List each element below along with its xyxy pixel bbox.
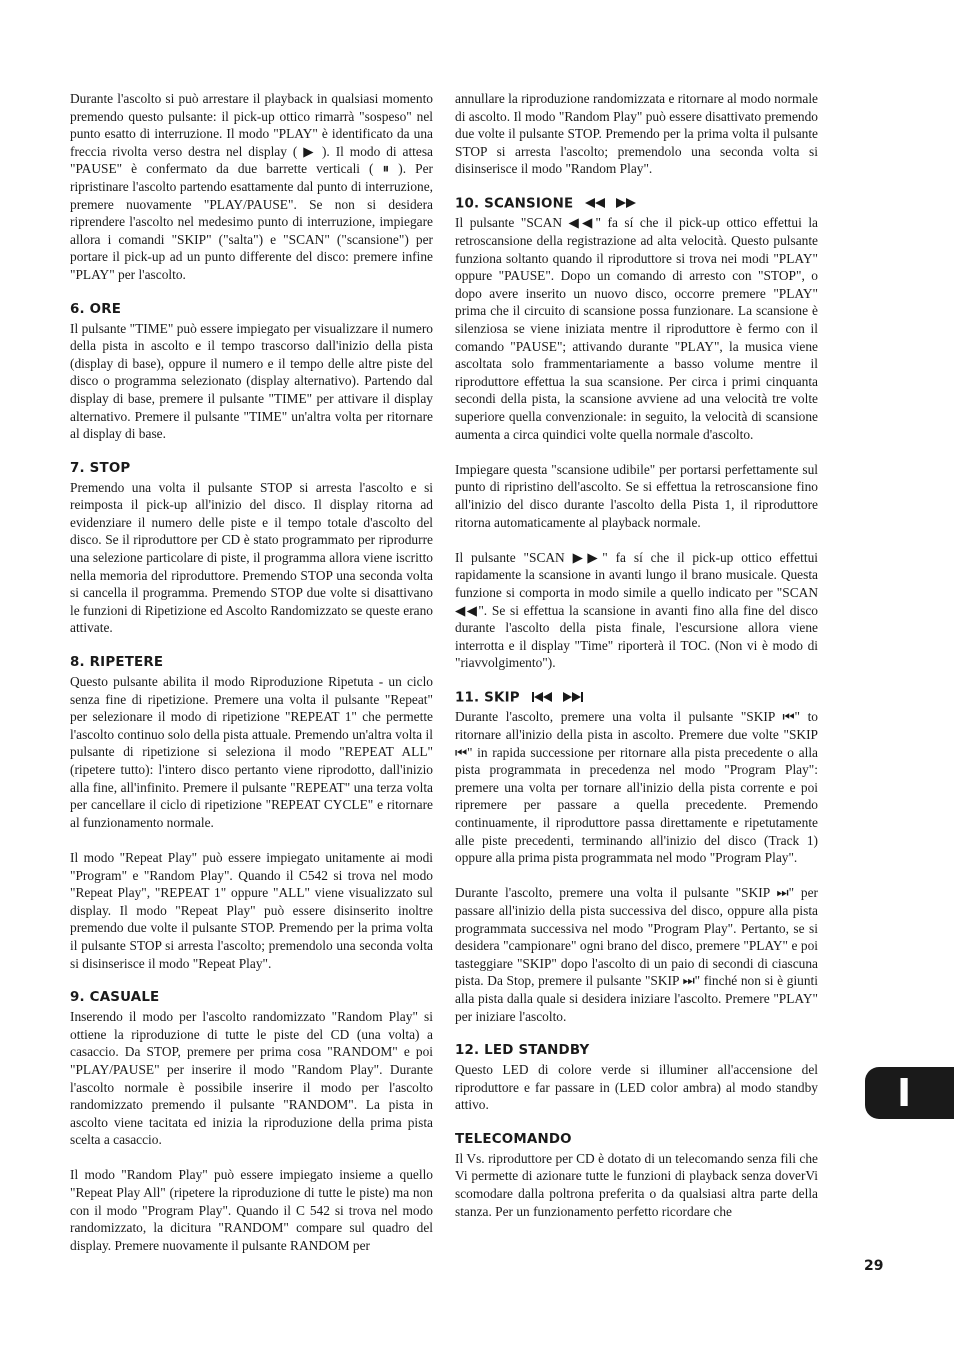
section-paragraph: Premendo una volta il pulsante STOP si arresta l'ascolto e si reimposta il pick-up all'inizio del disco. Il display ritorna ad evidenziare il numero delle piste e il tempo totale d'ascolto del disco. Se il riproduttore per CD è stato programmato per riprodurre una selezione particolare di piste, il programma allora viene iscritto nella memoria del riproduttore. Premendo STOP una seconda volta si cancella il programma. Premendo STOP due volte si disattivano le funzioni di Ripetizione ed Ascolto Randomizzato se queste erano attivate.: [70, 479, 433, 636]
page-number: 29: [864, 1258, 884, 1274]
section-heading-ripetere: 8. RIPETERE: [70, 655, 164, 671]
left-intro-paragraph: Durante l'ascolto si può arrestare il playback in qualsiasi momento premendo questo pulsante: il pick-up ottico rimarrà "sospeso" nel punto esatto di interruzione. Il modo "PLAY" è identificato da una freccia rivolta verso destra nel display ( ▶ ). Il modo di attesa "PAUSE" è confermato da due barrette verticali ( ⏸ ). Per ripristinare l'ascolto partendo esattamente dal punto di interruzione, premere nuovamente "PLAY/PAUSE". Se non si desidera riprendere l'ascolto nel medesimo punto di interruzione, impiegare allora i comandi "SKIP" ("salta") e "SCAN" ("scansione") per portare il pick-up ad un punto differente del disco: premere infine "PLAY" per l'ascolto.: [70, 91, 433, 282]
section-paragraph: Durante l'ascolto, premere una volta il pulsante "SKIP ⏭" per passare all'inizio della pista successiva del disco, oppure alla pista programmata successiva nel modo "Program Play". Pertanto, se si desidera "campionare" ogni brano del disco, premere "PLAY" e poi tasteggiare "SKIP" dopo l'ascolto di un paio di secondi di ciascuna pista. Da Stop, premere il pulsante "SKIP ⏭" finché non si è giunti alla pista dalla quale si desidera iniziare l'ascolto. Premere "PLAY" per iniziare l'ascolto.: [455, 885, 818, 1024]
section-paragraph: Il modo "Repeat Play" può essere impiegato unitamente ai modi "Program" e "Random Play". Quando il C542 si trova nel modo "Repeat Play", "REPEAT 1" oppure "ALL" viene visualizzato sul display. Il modo "Repeat Play" può essere disinserito inoltre premendo due volte il pulsante STOP. Premendo per la prima volta il pulsante STOP si arresta l'ascolto; premendolo una seconda volta si disinserisce il modo "Repeat Play".: [70, 849, 433, 971]
section-paragraph: Il pulsante "SCAN ◀◀" fa sí che il pick-up ottico effettui la retroscansione della registrazione ad alta velocità. Questo pulsante funziona soltanto quando il riproduttore si trova nei modi "PLAY" oppure "PAUSE". Dopo un comando di arresto con "STOP", o dopo avere inserito un nuovo disco, occorre premere "PLAY" prima che il circuito di scansione possa funzionare. La scansione è silenziosa se viene iniziata mentre il riproduttore è fermo con il comando "PAUSE"; attivando durante "PLAY", la musica viene ascoltata solo frammentariamente a basso volume mentre il riproduttore effettua la sua scansione. Per circa i primi cinquanta secondi della pista, la scansione avviene ad una velocità tre volte superiore quella convenzionale: in seguito, la velocità di scansione aumenta a circa quindici volte quella normale d'ascolto.: [455, 215, 818, 442]
section-ripetere: [70, 654, 433, 972]
section-telecomando: [455, 1131, 818, 1220]
section-paragraph: Il Vs. riproduttore per CD è dotato di un telecomando senza fili che Vi permette di azionare tutte le funzioni di playback senza doverVi scomodare dalla poltrona preferita o da qualsiasi altra parte della stanza. Per un funzionamento perfetto ricordare che: [455, 1150, 818, 1219]
fast-forward-icon: [615, 197, 637, 209]
section-stop: [70, 460, 433, 637]
skip-forward-icon: [562, 691, 584, 703]
section-paragraph: Durante l'ascolto, premere una volta il pulsante "SKIP ⏮" to ritornare all'inizio della pista in ascolto. Premere due volte "SKIP ⏮" in rapida successione per ritornare alla pista precedente o alla pista programmata in precedenza nel modo "Program Play": premere una volta per tornare all'inizio della pista corrente e poi ripremere per passare a quella precedente. Premendo continuamente, il riproduttore passa direttamente e ripetutamente alle piste precedenti, terminando all'inizio del disco (Track 1) oppure alla prima pista programmata nel modo "Program Play".: [455, 709, 818, 866]
section-skip: [455, 689, 818, 1025]
section-heading-casuale: 9. CASUALE: [70, 990, 160, 1006]
right-column: [455, 90, 818, 1220]
section-paragraph: Il pulsante "TIME" può essere impiegato per visualizzare il numero della pista in ascolto e il tempo trascorso dall'inizio della pista (display di base), oppure il numero e il tempo delle altre piste del disco o programma selezionato (display alternativo). Partendo dal display di base, premere il pulsante "TIME" per attivare il display alternativo. Premere il pulsante "TIME" un'altra volta per ritornare al display di base.: [70, 320, 433, 442]
skip-icons: [531, 689, 584, 706]
right-intro-paragraph: annullare la riproduzione randomizzata e ritornare al modo normale di ascolto. Il modo "Random Play" può essere disattivato premendo due volte il pulsante STOP. Premendo per la prima volta il pulsante STOP si arresta l'ascolto; premendolo una seconda volta si disinserisce il modo "Random Play".: [455, 91, 818, 177]
scan-icons: [584, 195, 637, 212]
left-column: [70, 90, 433, 1254]
section-heading-telecomando: TELECOMANDO: [455, 1131, 572, 1147]
section-heading-skip: 11. SKIP: [455, 690, 520, 706]
section-paragraph: Il pulsante "SCAN ▶▶" fa sí che il pick-up ottico effettui rapidamente la scansione in avanti lungo il brano musicale. Questa funzione si comporta in modo simile a quello indicato per "SCAN ◀◀". Se si effettua la scansione in avanti fino alla fine del disco durante l'ascolto della pista finale, l'escursione allora viene interrotta e il display "Time" riporterà il TOC. (Non vi è modo di "riavvolgimento").: [455, 549, 818, 671]
section-heading-led-standby: 12. LED STANDBY: [455, 1043, 590, 1059]
section-paragraph: Il modo "Random Play" può essere impiegato insieme a quello "Repeat Play All" (ripetere la riproduzione di tutte le piste) ma non con il modo "Program Play". Quando il C 542 si trova nel modo randomizzato, la dicitura "RANDOM" compare sul quadro del display. Premere nuovamente il pulsante RANDOM per: [70, 1167, 433, 1253]
section-led-standby: [455, 1042, 818, 1114]
section-heading-stop: 7. STOP: [70, 460, 131, 476]
section-heading-scansione-row: [455, 195, 818, 213]
section-heading-ore: 6. ORE: [70, 301, 122, 317]
section-paragraph: Questo LED di colore verde si illuminer all'accensione del riproduttore e far passare in (LED color ambra) al modo standby attivo.: [455, 1062, 818, 1113]
section-paragraph: Impiegare questa "scansione udibile" per portarsi perfettamente sul punto di ripristino dell'ascolto. Se si effettua la retroscansione fino all'inizio del disco durante l'ascolto della Pista 1, il riproduttore ritorna automaticamente al playback normale.: [455, 461, 818, 530]
section-heading-scansione: 10. SCANSIONE: [455, 196, 574, 212]
section-paragraph: Questo pulsante abilita il modo Riproduzione Ripetuta - un ciclo senza fine di ripetizione. Premere una volta il pulsante "Repeat" per selezionare il modo di ripetizione "REPEAT 1" che permette l'ascolto continuo solo della pista attuale. Premendo un'altra volta il pulsante di ripetizione si seleziona il modo "REPEAT ALL" (ripetere tutto): l'intero disco pertanto viene riprodotto, dall'inizio alla fine, all'infinito. Premere il pulsante "REPEAT" una terza volta per cancellare il ciclo di ripetizione "REPEAT CYCLE" e ritornare al funzionamento normale.: [70, 674, 433, 830]
section-scansione: [455, 195, 818, 672]
section-ore: [70, 301, 433, 443]
section-casuale: [70, 989, 433, 1254]
skip-back-icon: [531, 691, 553, 703]
language-tab: I: [865, 1067, 954, 1119]
rewind-icon: [584, 197, 606, 209]
section-paragraph: Inserendo il modo per l'ascolto randomizzato "Random Play" si ottiene la riproduzione di tutte le piste del CD (una volta) a casaccio. Da STOP, premere per prima cosa "RANDOM" e poi "PLAY/PAUSE" per inserire il modo "Random Play". Durante l'ascolto normale è possibile inserire il modo per l'ascolto randomizzato premendo il pulsante "RANDOM". La pista in ascolto viene tacitata ed inizia la riproduzione della prima pista scelta a casaccio.: [70, 1009, 433, 1148]
section-heading-skip-row: [455, 689, 818, 707]
